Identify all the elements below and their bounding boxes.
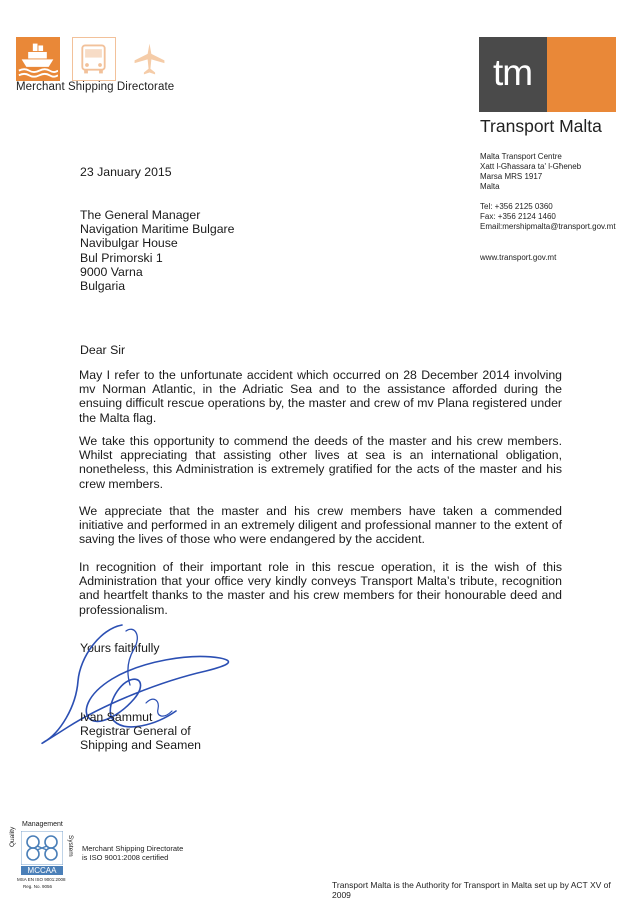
letter-date: 23 January 2015: [80, 165, 172, 179]
cert-standard: MSA EN ISO 9001:2008: [17, 877, 66, 882]
paragraph: We take this opportunity to commend the deeds of the master and his crew members. Whilst appreciating that assisting other lives at sea is an international obligation, nonetheless, this Administration is extremely gratified for the acts of the master and his crew members.: [79, 434, 562, 491]
paragraph: In recognition of their important role in this rescue operation, it is the wish of this Administration that your office very kindly conveys Transport Malta’s tribute, recognition and heartfelt thanks to the master and his crew members for their honourable deed and professionalism.: [79, 560, 562, 617]
telephone: Tel: +356 2125 0360: [480, 202, 553, 211]
paragraph: We appreciate that the master and his crew members have taken a commended initiative and performed in an extremely diligent and professional manner to the extent of saving the lives of those who were endangered by the accident.: [79, 504, 562, 547]
recipient-line: The General Manager: [80, 208, 201, 222]
ship-icon: [16, 37, 60, 81]
paragraph: May I refer to the unfortunate accident which occurred on 28 December 2014 involving mv Norman Atlantic, in the Adriatic Sea and to the assistance afforded during the ensuing difficult rescue operations by, the master and crew of mv Plana registered under the Malta flag.: [79, 368, 562, 425]
directorate-label: Merchant Shipping Directorate: [16, 81, 175, 93]
recipient-line: 9000 Varna: [80, 264, 143, 279]
address-line: Marsa MRS 1917: [480, 172, 543, 181]
cert-reg-number: Reg. No. 9056: [23, 884, 53, 889]
salutation: Dear Sir: [80, 343, 126, 357]
closing: Yours faithfully: [80, 641, 160, 655]
authority-statement: Transport Malta is the Authority for Transport in Malta set up by ACT XV of 2009: [332, 880, 611, 900]
fax: Fax: +356 2124 1460: [480, 212, 556, 221]
cert-left-label: Quality: [9, 826, 16, 847]
signatory-title-line: Registrar General of: [80, 724, 191, 738]
cert-brand: MCCAA: [21, 866, 63, 875]
address-line: Xatt l-Għassara ta' l-Għeneb: [480, 162, 582, 171]
cert-top-label: Management: [22, 821, 63, 828]
website-link[interactable]: www.transport.gov.mt: [480, 253, 557, 262]
recipient-address: [80, 208, 234, 293]
iso-certification-logo: [8, 821, 76, 891]
email-link[interactable]: Email:mershipmalta@transport.gov.mt: [480, 222, 616, 231]
cert-statement-line: Merchant Shipping Directorate: [82, 844, 184, 853]
address-line: Malta: [480, 182, 500, 191]
recipient-line: Navibulgar House: [80, 236, 178, 251]
organisation-name: Transport Malta: [480, 116, 602, 136]
logo-orange-panel: [547, 37, 616, 112]
logo-dark-panel: [479, 37, 547, 112]
transport-mode-icons: [16, 37, 166, 81]
recipient-line: Bul Primorski 1: [80, 250, 163, 265]
signatory-title-line: Shipping and Seamen: [80, 738, 202, 752]
cert-right-label: System: [67, 835, 74, 857]
logo-mark: tm: [493, 52, 533, 93]
plane-icon: [128, 37, 172, 81]
address-line: Malta Transport Centre: [480, 152, 562, 161]
transport-malta-logo: [479, 37, 616, 112]
recipient-line: Navigation Maritime Bulgare: [80, 222, 235, 237]
cert-knot-icon: [21, 831, 63, 865]
cert-statement-line: is ISO 9001:2008 certified: [82, 853, 169, 862]
recipient-line: Bulgaria: [80, 279, 126, 294]
signatory-name: Ivan Sammut: [80, 710, 153, 724]
bus-icon: [72, 37, 116, 81]
